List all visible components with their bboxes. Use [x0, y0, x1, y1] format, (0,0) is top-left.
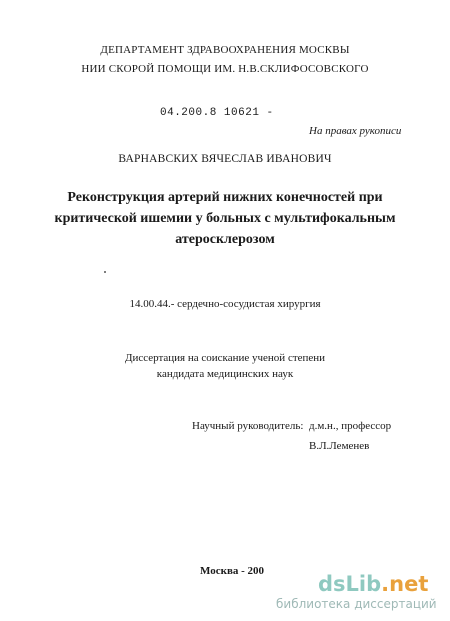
manuscript-rights-note: На правах рукописи: [309, 125, 402, 137]
thesis-title-line-1: Реконструкция артерий нижних конечностей при: [67, 190, 383, 205]
thesis-title-line-2: критической ишемии у больных с мультифокальным: [54, 211, 396, 226]
watermark-logo: [318, 572, 428, 596]
archive-stamp-number: 04.200.8 10621 -: [160, 107, 274, 119]
advisor-label: Научный руководитель:: [192, 420, 304, 432]
header-institute: НИИ СКОРОЙ ПОМОЩИ ИМ. Н.В.СКЛИФОСОВСКОГО: [81, 63, 369, 75]
advisor-name: В.Л.Леменев: [309, 440, 370, 452]
watermark-subtitle: библиотека диссертаций: [276, 597, 437, 611]
thesis-title-line-3: атеросклерозом: [175, 232, 275, 247]
scan-speck: [104, 271, 106, 273]
advisor-degree: д.м.н., профессор: [309, 420, 392, 432]
watermark-logo-main: dsLib: [318, 572, 382, 596]
city-and-year: Москва - 200: [200, 565, 265, 577]
watermark-logo-tld: .net: [381, 572, 429, 596]
dissertation-degree-line-1: Диссертация на соискание ученой степени: [124, 352, 326, 364]
dissertation-degree-line-2: кандидата медицинских наук: [156, 368, 294, 380]
author-name: ВАРНАВСКИХ ВЯЧЕСЛАВ ИВАНОВИЧ: [118, 153, 332, 165]
specialty-code: 14.00.44.- сердечно-сосудистая хирургия: [129, 298, 321, 310]
header-department: ДЕПАРТАМЕНТ ЗДРАВООХРАНЕНИЯ МОСКВЫ: [100, 44, 350, 56]
